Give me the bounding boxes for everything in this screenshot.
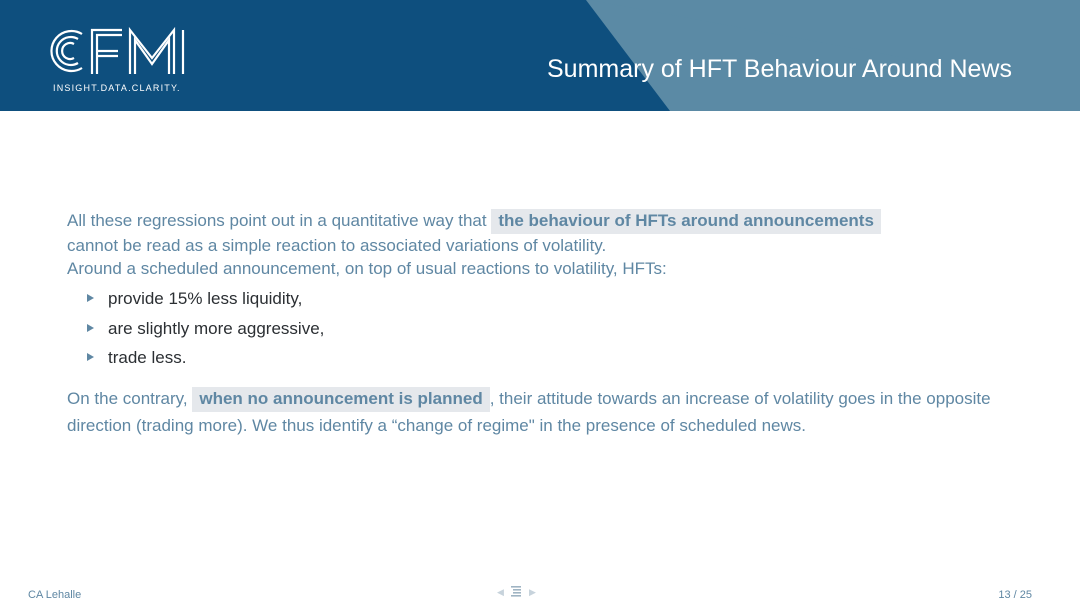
para1-line3: Around a scheduled announcement, on top of usual reactions to volatility, HFTs: xyxy=(67,259,667,278)
highlight-no-announcement: when no announcement is planned xyxy=(192,387,489,412)
bullet-list xyxy=(67,284,1027,373)
slide-title: Summary of HFT Behaviour Around News xyxy=(546,55,1012,83)
para2-text-after: , their attitude towards an increase of volatility goes in the opposite direction (trading more). We thus identify a “change of regime" in the presence of scheduled news. xyxy=(67,388,991,435)
list-item xyxy=(87,343,1027,373)
list-item xyxy=(87,314,1027,344)
highlight-hft-behaviour: the behaviour of HFTs around announcements xyxy=(491,209,881,234)
paragraph-2 xyxy=(67,385,1027,439)
paragraph-1 xyxy=(67,209,1027,280)
bullet-triangle-icon xyxy=(87,294,94,302)
nav-prev-icon[interactable]: ◀ xyxy=(497,587,504,597)
page-number: 13 / 25 xyxy=(998,589,1032,601)
header-band xyxy=(0,0,1080,111)
para1-text-after: cannot be read as a simple reaction to associated variations of volatility. xyxy=(67,236,607,255)
footer-navigation xyxy=(495,585,540,599)
footer-author: CA Lehalle xyxy=(28,589,82,601)
list-item-text: trade less. xyxy=(108,348,187,367)
para2-text-before: On the contrary, xyxy=(67,388,193,408)
slide-body xyxy=(67,209,1027,439)
nav-menu-icon[interactable] xyxy=(511,586,523,597)
logo-tagline: INSIGHT.DATA.CLARITY. xyxy=(53,83,181,93)
bullet-triangle-icon xyxy=(87,353,94,361)
para1-text-before: All these regressions point out in a quantitative way that xyxy=(67,211,492,230)
list-item-text: are slightly more aggressive, xyxy=(108,318,325,338)
bullet-triangle-icon xyxy=(87,324,94,332)
list-item-text: provide 15% less liquidity, xyxy=(108,289,303,308)
nav-next-icon[interactable]: ▶ xyxy=(529,587,536,597)
list-item xyxy=(87,284,1027,314)
